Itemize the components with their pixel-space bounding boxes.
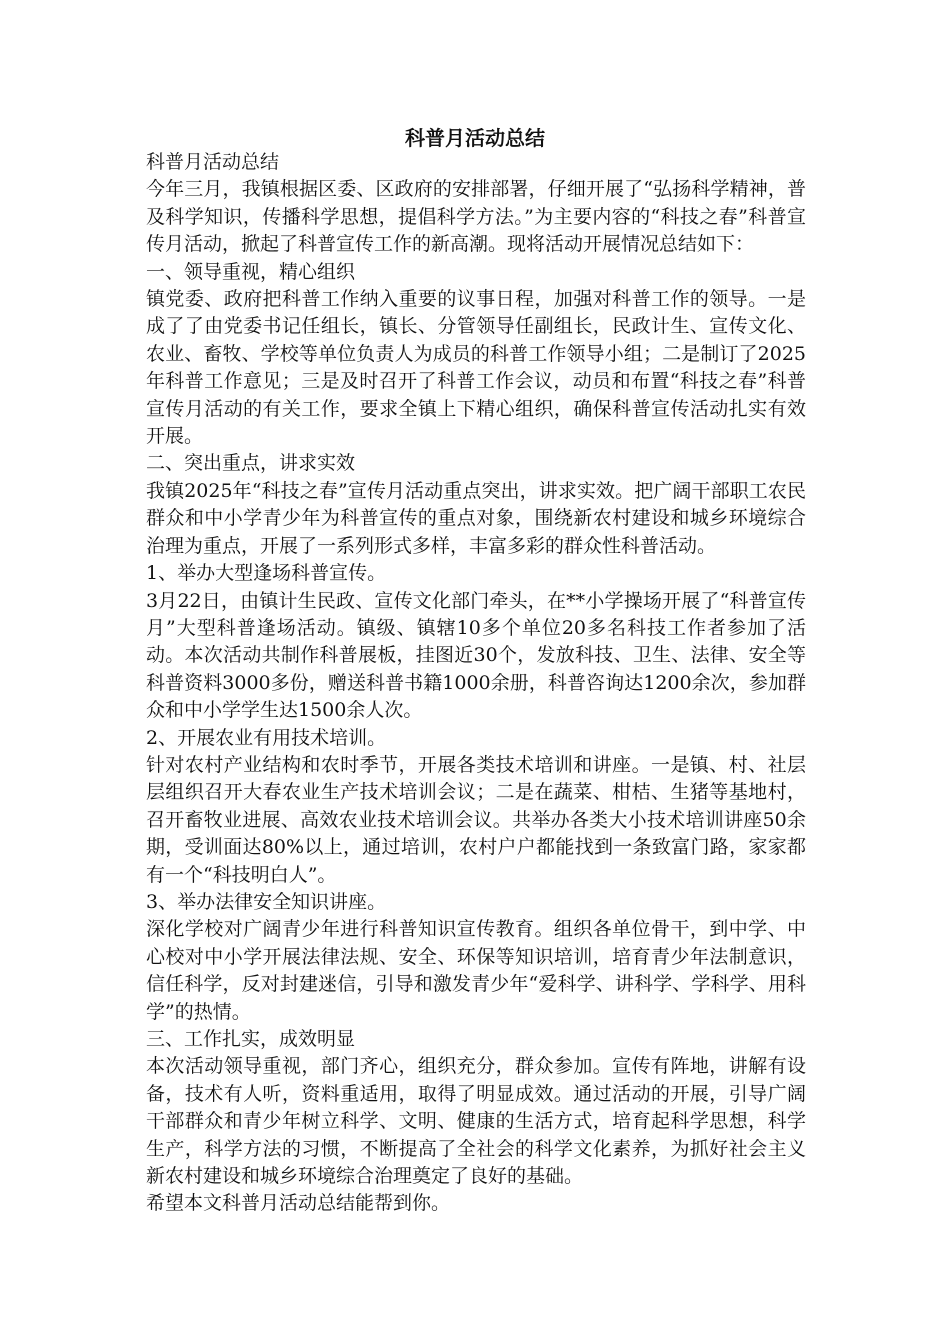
body-paragraph: 3月22日，由镇计生民政、宣传文化部门牵头，在**小学操场开展了“科普宣传月”大型科普逢场活动。镇级、镇辖10多个单位20多名科技工作者参加了活动。本次活动共制作科普展板，挂图近30个，发放科技、卫生、法律、安全等科普资料3000多份，赠送科普书籍1000余册，科普咨询达1200余次，参加群众和中小学学生达1500余人次。: [146, 589, 806, 722]
intro-paragraph: 今年三月，我镇根据区委、区政府的安排部署，仔细开展了“弘扬科学精神，普及科学知识，传播科学思想，提倡科学方法。”为主要内容的“科技之春”科普宣传月活动，掀起了科普宣传工作的新高潮。现将活动开展情况总结如下：: [146, 178, 806, 256]
document-title: 科普月活动总结: [405, 126, 545, 150]
sub-heading-3: 3、举办法律安全知识讲座。: [146, 890, 387, 913]
section-heading-2: 二、突出重点，讲求实效: [146, 452, 356, 475]
sub-heading-1: 1、举办大型逢场科普宣传。: [146, 562, 387, 585]
body-paragraph: 镇党委、政府把科普工作纳入重要的议事日程，加强对科普工作的领导。一是成了了由党委书记任组长，镇长、分管领导任副组长，民政计生、宣传文化、农业、畜牧、学校等单位负责人为成员的科普工作领导小组；二是制订了2025年科普工作意见；三是及时召开了科普工作会议，动员和布置“科技之春”科普宣传月活动的有关工作，要求全镇上下精心组织，确保科普宣传活动扎实有效开展。: [146, 288, 806, 448]
section-heading-1: 一、领导重视，精心组织: [146, 260, 356, 283]
section-heading-3: 三、工作扎实，成效明显: [146, 1028, 356, 1050]
body-paragraph: 我镇2025年“科技之春”宣传月活动重点突出，讲求实效。把广阔干部职工农民群众和中小学青少年为科普宣传的重点对象，围绕新农村建设和城乡环境综合治理为重点，开展了一系列形式多样，丰富多彩的群众性科普活动。: [146, 479, 806, 557]
body-paragraph: 针对农村产业结构和农时季节，开展各类技术培训和讲座。一是镇、村、社层层组织召开大春农业生产技术培训会议；二是在蔬菜、柑桔、生猪等基地村，召开畜牧业进展、高效农业技术培训会议。共举办各类大小技术培训讲座50余期，受训面达80%以上，通过培训，农村户户都能找到一条致富门路，家家都有一个“科技明白人”。: [146, 753, 806, 886]
subtitle-line: 科普月活动总结: [146, 151, 280, 173]
sub-heading-2: 2、开展农业有用技术培训。: [146, 726, 387, 749]
body-paragraph: 本次活动领导重视，部门齐心，组织充分，群众参加。宣传有阵地，讲解有设备，技术有人听，资料重适用，取得了明显成效。通过活动的开展，引导广阔干部群众和青少年树立科学、文明、健康的生活方式，培育起科学思想，科学生产，科学方法的习惯，不断提高了全社会的科学文化素养，为抓好社会主义新农村建设和城乡环境综合治理奠定了良好的基础。: [146, 1055, 806, 1188]
document-body: [146, 149, 806, 1218]
body-paragraph: 深化学校对广阔青少年进行科普知识宣传教育。组织各单位骨干，到中学、中心校对中小学开展法律法规、安全、环保等知识培训，培育青少年法制意识，信任科学，反对封建迷信，引导和激发青少年“爱科学、讲科学、学科学、用科学”的热情。: [146, 918, 806, 1023]
closing-line: 希望本文科普月活动总结能帮到你。: [146, 1192, 451, 1215]
